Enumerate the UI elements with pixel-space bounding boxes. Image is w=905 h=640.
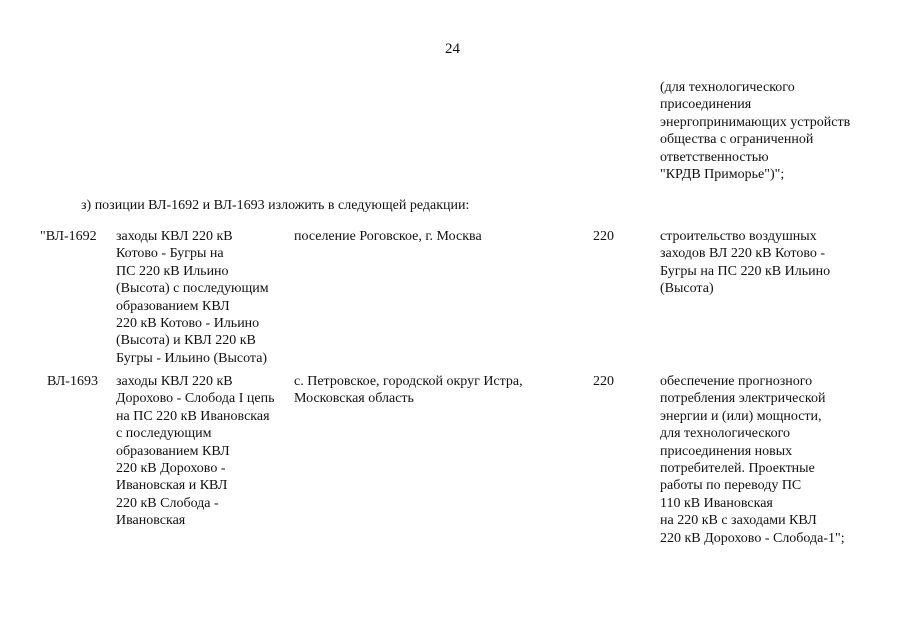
row-2-code: ВЛ-1693: [47, 374, 98, 389]
carry-over-purpose: [660, 79, 890, 183]
purpose-line: присоединения новых: [660, 443, 793, 459]
purpose-line: потребления электрической: [660, 391, 826, 407]
name-line: с последующим: [116, 426, 212, 442]
name-line: Ивановская: [116, 513, 186, 529]
purpose-line: (Высота): [660, 281, 714, 297]
row-1-code: "ВЛ-1692: [40, 229, 97, 244]
purpose-line: обеспечение прогнозного: [660, 374, 813, 389]
purpose-line: 110 кВ Ивановская: [660, 495, 773, 511]
location-line: с. Петровское, городской округ Истра,: [294, 374, 523, 389]
purpose-line: 220 кВ Дорохово - Слобода-1";: [660, 530, 845, 546]
carry-line: общества с ограниченной: [660, 132, 814, 148]
name-line: (Высота) с последующим: [116, 281, 269, 297]
row-2-voltage: 220: [593, 374, 614, 389]
location-line: поселение Роговское, г. Москва: [294, 229, 482, 244]
name-line: Бугры - Ильино (Высота): [116, 350, 268, 366]
purpose-line: заходов ВЛ 220 кВ Котово -: [660, 246, 826, 262]
name-line: 220 кВ Слобода -: [116, 495, 219, 511]
location-line: Московская область: [294, 391, 414, 407]
name-line: образованием КВЛ: [116, 443, 230, 459]
name-line: Ивановская и КВЛ: [116, 478, 228, 494]
purpose-line: энергии и (или) мощности,: [660, 408, 822, 424]
carry-line: энергопринимающих устройств: [660, 114, 851, 130]
purpose-line: строительство воздушных: [660, 229, 817, 244]
purpose-line: для технологического: [660, 426, 791, 442]
name-line: Котово - Бугры на: [116, 246, 224, 262]
name-line: заходы КВЛ 220 кВ: [116, 374, 233, 389]
row-1-location: [294, 228, 554, 245]
purpose-line: потребителей. Проектные: [660, 461, 815, 477]
carry-line: "КРДВ Приморье")";: [660, 167, 785, 183]
row-2-purpose: [660, 373, 890, 547]
page-number: 24: [445, 41, 460, 57]
name-line: 220 кВ Котово - Ильино: [116, 316, 260, 332]
purpose-line: Бугры на ПС 220 кВ Ильино: [660, 263, 831, 279]
name-line: (Высота) и КВЛ 220 кВ: [116, 333, 256, 349]
name-line: образованием КВЛ: [116, 298, 230, 314]
purpose-line: работы по переводу ПС: [660, 478, 802, 494]
carry-line: ответственностью: [660, 149, 769, 165]
purpose-line: на 220 кВ с заходами КВЛ: [660, 513, 817, 529]
row-2-location: [294, 373, 554, 408]
name-line: на ПС 220 кВ Ивановская: [116, 408, 270, 424]
carry-line: (для технологического: [660, 80, 795, 95]
name-line: Дорохово - Слобода I цепь: [116, 391, 275, 407]
row-1-name: [116, 228, 288, 367]
row-2-name: [116, 373, 288, 530]
name-line: ПС 220 кВ Ильино: [116, 263, 229, 279]
row-1-purpose: [660, 228, 890, 298]
carry-line: присоединения: [660, 97, 752, 113]
row-1-voltage: 220: [593, 229, 614, 244]
name-line: 220 кВ Дорохово -: [116, 461, 226, 477]
name-line: заходы КВЛ 220 кВ: [116, 229, 233, 244]
amendment-instruction: з) позиции ВЛ-1692 и ВЛ-1693 изложить в следующей редакции:: [81, 198, 470, 213]
